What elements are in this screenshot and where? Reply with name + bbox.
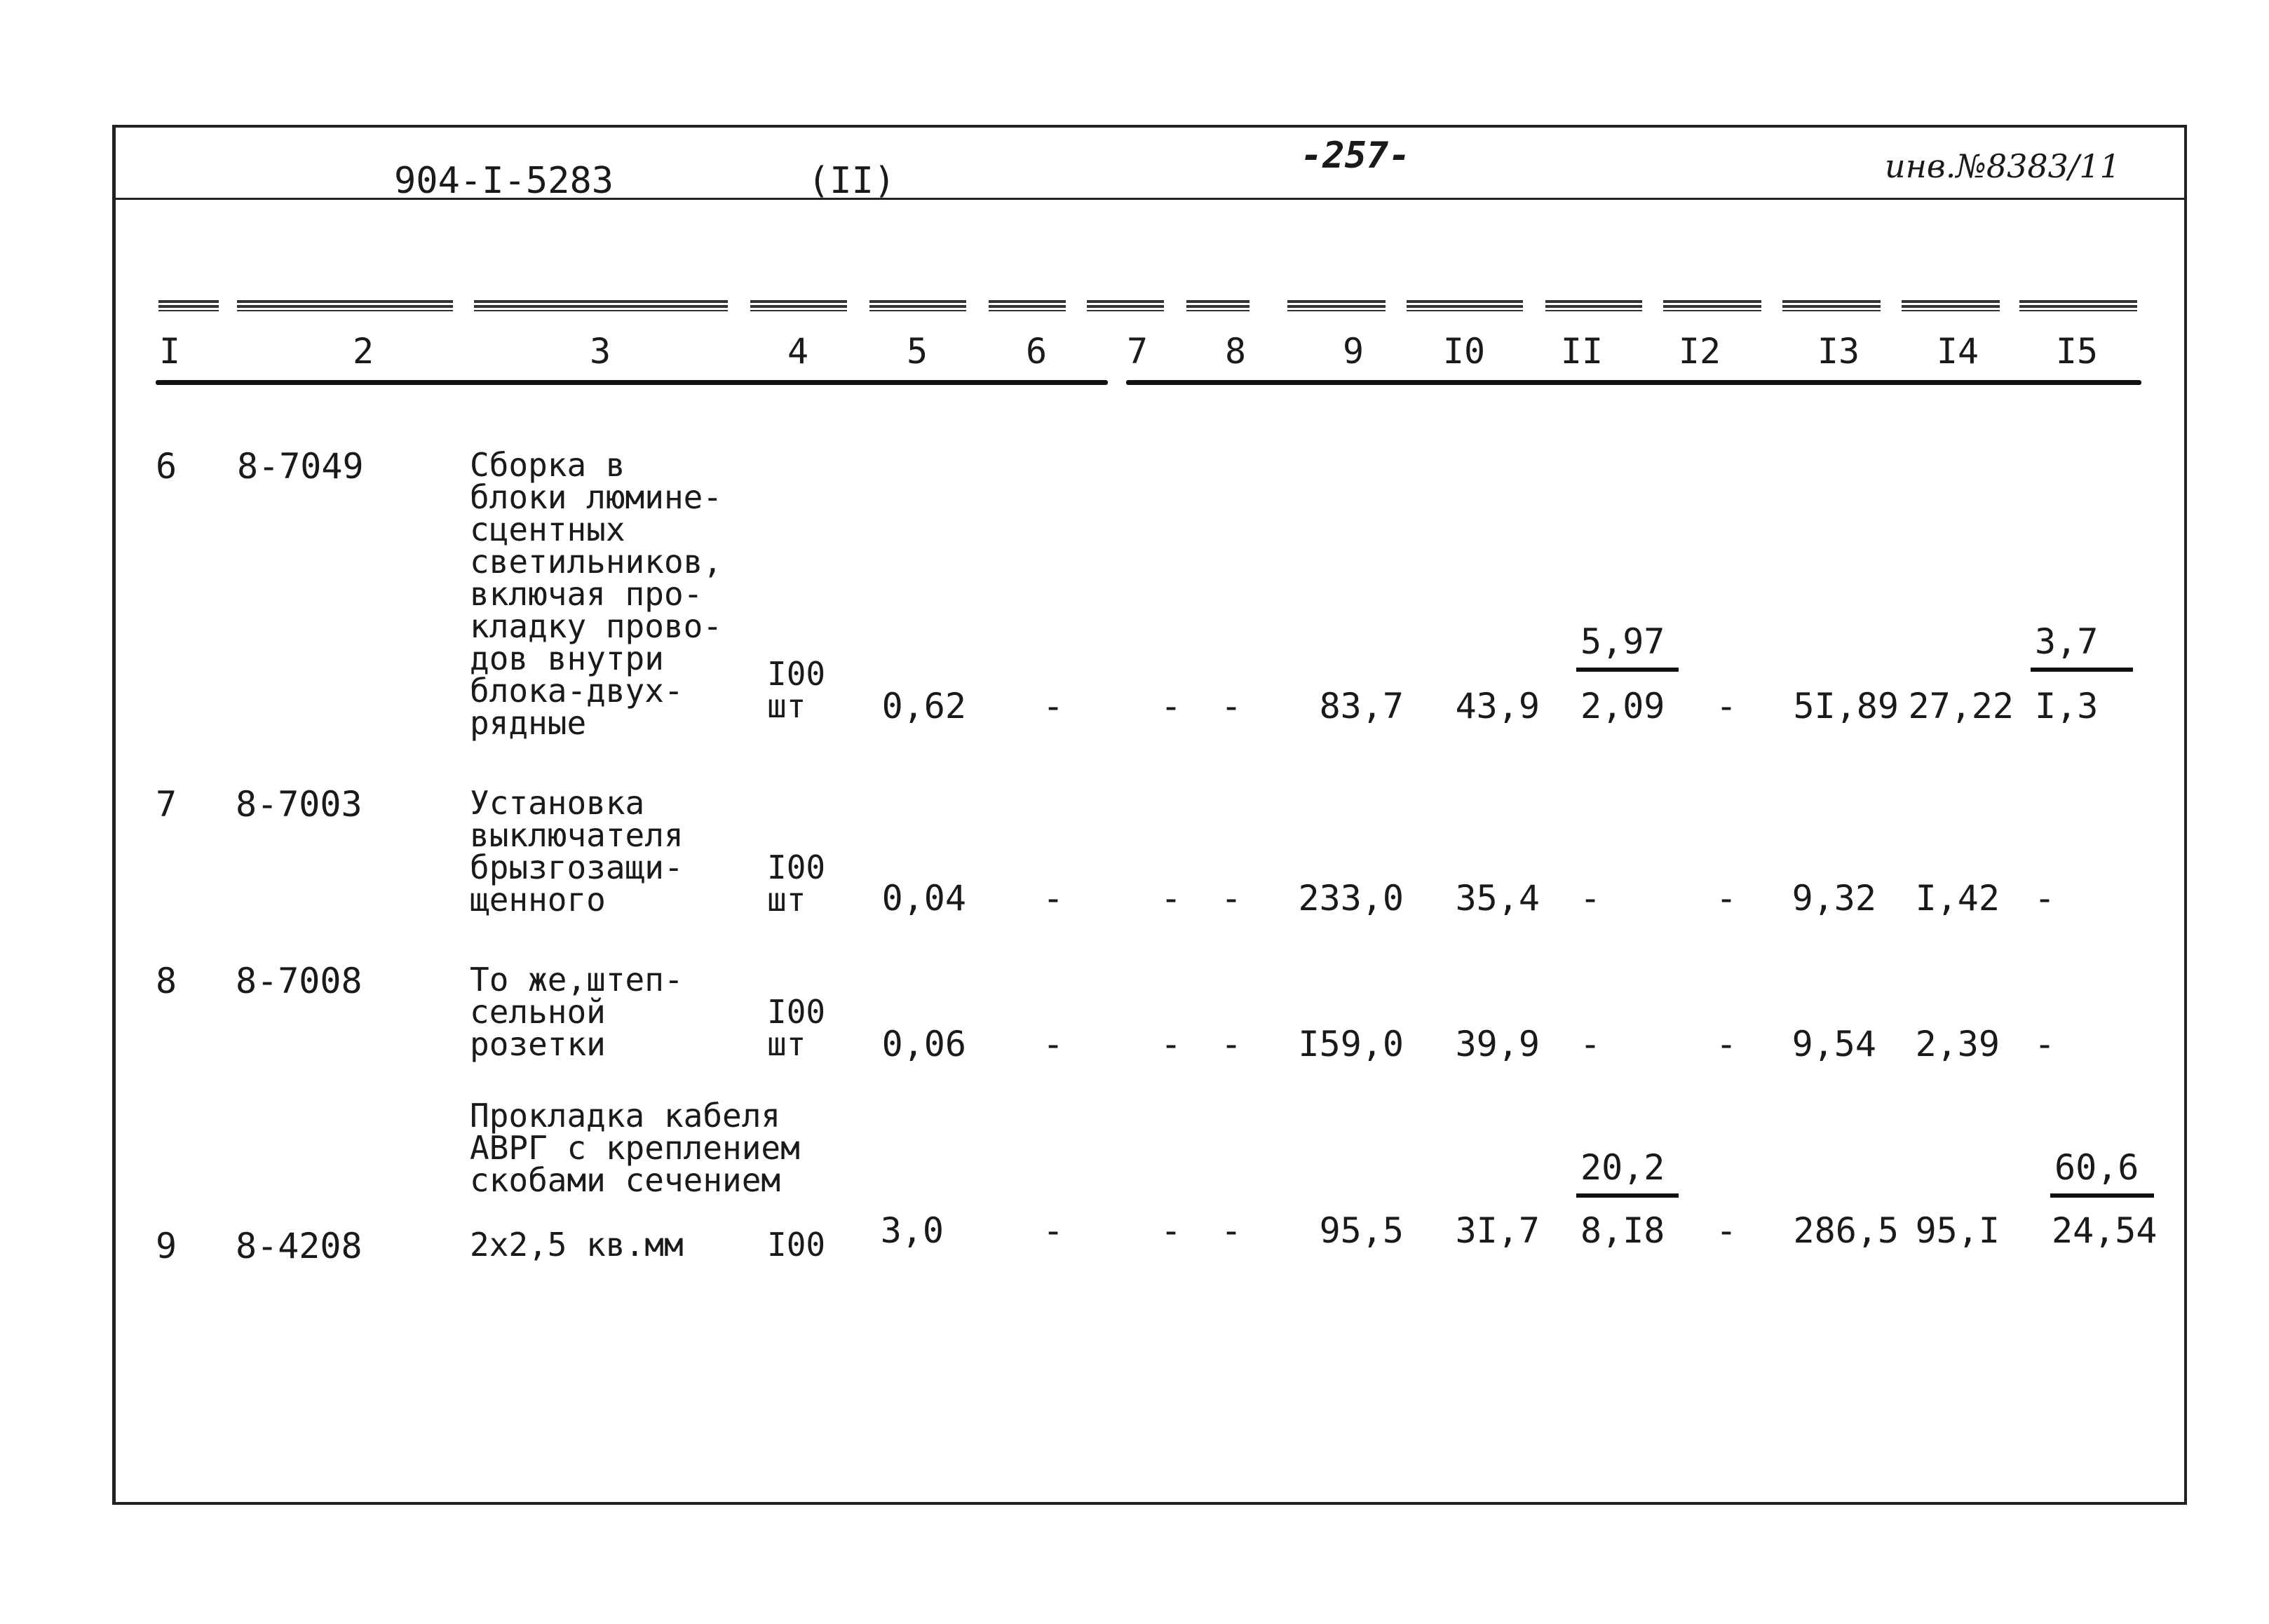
column-number: I [158,331,181,372]
column-number: 7 [1126,331,1149,372]
cell-value: - [1160,686,1182,726]
cell-value: - [1220,1210,1242,1251]
column-number: 5 [906,331,928,372]
column-number: I5 [2055,331,2099,372]
work-description: То же,штеп- сельной розетки [470,961,684,1063]
cell-value: 233,0 [1298,878,1404,919]
norm-code: 8-7003 [236,784,363,825]
cell-value: 286,5 [1793,1210,1899,1251]
column-number: I0 [1442,331,1486,372]
cell-value: - [1715,878,1738,919]
quantity: 3,0 [880,1210,944,1251]
cell-value: - [1042,1024,1064,1064]
row-number: 6 [156,446,177,487]
page-frame [112,125,2187,1505]
cell-value: - [1042,878,1064,919]
cell-value: 2,09 [1580,686,1665,726]
cell-value: 27,22 [1908,686,2014,726]
page-number: -257- [1301,135,1411,177]
work-description: Прокладка кабеля АВРГ с креплением скобами сечением [470,1097,800,1199]
unit: I00 шт [767,655,826,725]
sheet-number: (II) [808,160,896,202]
work-description: Сборка в блоки люмине- сцентных светильников, включая про- кладку прово- дов внутри блока-двух- рядные [470,446,723,742]
cell-value: - [2033,878,2056,919]
cell-value: 95,I [1915,1210,2000,1251]
cell-value: - [1579,1024,1601,1064]
document-code: 904-I-5283 [394,160,614,202]
norm-code: 8-4208 [236,1226,363,1266]
cell-value: I59,0 [1298,1024,1404,1064]
cell-value: - [1220,686,1242,726]
fraction-bar [1576,1193,1679,1198]
cell-value: 43,9 [1455,686,1540,726]
column-number: 4 [787,331,809,372]
header-dash [2019,300,2137,311]
header-dash [1782,300,1881,311]
fraction-numerator: 3,7 [2035,621,2099,662]
header-dash [474,300,728,311]
cell-value: - [1042,1210,1064,1251]
work-description-size: 2х2,5 кв.мм [470,1226,684,1264]
unit: I00 шт [767,993,826,1063]
row-number: 9 [156,1226,177,1266]
fraction-numerator: 60,6 [2054,1147,2139,1188]
unit: I00 шт [767,848,826,919]
cell-value: 24,54 [2052,1210,2158,1251]
header-underline [156,380,1108,385]
cell-value: - [2033,1024,2056,1064]
cell-value: - [1042,686,1064,726]
column-number: 9 [1342,331,1364,372]
cell-value: I,42 [1915,878,2000,919]
cell-value: - [1715,1024,1738,1064]
header-dash [1186,300,1249,311]
column-number: I4 [1936,331,1979,372]
cell-value: - [1715,1210,1738,1251]
cell-value: 9,32 [1792,878,1876,919]
header-dash [1545,300,1642,311]
unit: I00 [767,1226,826,1264]
cell-value: - [1715,686,1738,726]
header-dash [1287,300,1386,311]
cell-value: 5I,89 [1793,686,1899,726]
header-dash [989,300,1066,311]
cell-value: 2,39 [1915,1024,2000,1064]
cell-value: - [1220,878,1242,919]
header-dash [237,300,453,311]
header-dash [750,300,847,311]
header-dash [1663,300,1761,311]
column-number: I2 [1678,331,1721,372]
norm-code: 8-7008 [236,961,363,1001]
norm-code: 8-7049 [237,446,364,487]
cell-value: 8,I8 [1580,1210,1665,1251]
cell-value: 9,54 [1792,1024,1876,1064]
column-number: 6 [1025,331,1048,372]
cell-value: 83,7 [1319,686,1404,726]
fraction-bar [1576,668,1679,672]
cell-value: - [1160,1210,1182,1251]
column-number: 3 [589,331,611,372]
fraction-bar [2031,668,2133,672]
inventory-number: инв.№8383/11 [1885,147,2120,185]
cell-value: 35,4 [1455,878,1540,919]
cell-value: I,3 [2035,686,2099,726]
column-number: 8 [1224,331,1247,372]
header-underline [1126,380,2141,385]
header-dash [158,300,219,311]
header-dash [1407,300,1523,311]
quantity: 0,62 [881,686,966,726]
cell-value: - [1579,878,1601,919]
fraction-bar [2050,1193,2154,1198]
header-dash [1087,300,1164,311]
column-number: 2 [352,331,374,372]
cell-value: 3I,7 [1455,1210,1540,1251]
row-number: 8 [156,961,177,1001]
header-dash [869,300,966,311]
cell-value: - [1220,1024,1242,1064]
column-number: II [1560,331,1604,372]
row-number: 7 [156,784,177,825]
cell-value: - [1160,878,1182,919]
quantity: 0,04 [881,878,966,919]
header-dash [1902,300,2000,311]
column-number: I3 [1817,331,1860,372]
cell-value: 39,9 [1455,1024,1540,1064]
cell-value: - [1160,1024,1182,1064]
fraction-numerator: 20,2 [1580,1147,1665,1188]
quantity: 0,06 [881,1024,966,1064]
fraction-numerator: 5,97 [1580,621,1665,662]
cell-value: 95,5 [1319,1210,1404,1251]
work-description: Установка выключателя брызгозащи- щенного [470,784,684,919]
